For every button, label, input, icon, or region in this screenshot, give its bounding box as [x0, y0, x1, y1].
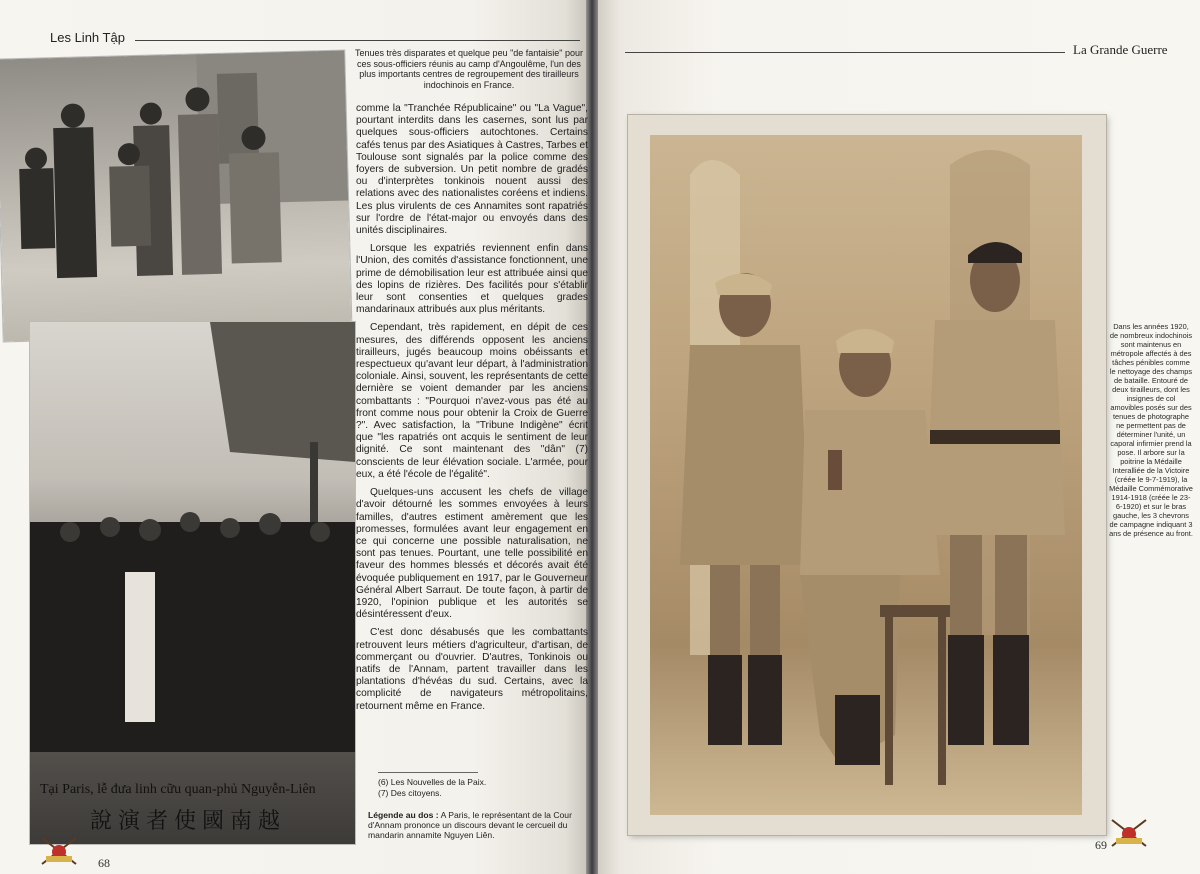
paragraph-1: comme la "Tranchée Républicaine" ou "La Vague", pourtant interdits dans les casernes, sont lus par quelques sous-officiers autochtones. Certains cafés tenus par des Asiatiques à Castres, Tarbes et Toulouse sont signalés par la police comme des foyers de subversion. Un petit nombre de gradés ou d'interprètes tonkinois nouent aussi des relations avec des nationalistes coréens et indiens. Les plus virulents de ces Annamites sont rapatriés sur l'ordre de l'état-major ou envoyés dans des unités disciplinaires.	[356, 103, 588, 237]
paragraph-2: Lorsque les expatriés reviennent enfin dans l'Union, des comités d'assistance fonctionnent, une prime de démobilisation leur est attribuée ainsi que des lopins de rizières. Des facilités pour s'établir leur sont consenties et quelques grades mandarinaux attribués aux plus méritants.	[356, 243, 588, 316]
side-caption: Dans les années 1920, de nombreux indochinois sont maintenus en métropole affectés à des tâches pénibles comme le nettoyage des champs de bataille. Entouré de deux tirailleurs, dont les insignes de col amovibles posés sur des tenues de photographe ne permettent pas de déterminer l'unité, un caporal infirmier prend la pose. Il arbore sur la poitrine la Médaille Interalliée de la Victoire (créée le 9-7-1919), la Médaille Commémorative 1914-1918 (créée le 23-6-1920) et sur le bras gauche, les 3 chevrons de campagne indiquant 3 ans de présence au front.	[1109, 322, 1193, 538]
crossed-flags-emblem-right	[1110, 818, 1148, 848]
footnote-6: (6) Les Nouvelles de la Paix.	[378, 777, 487, 787]
footnotes	[378, 777, 583, 798]
photo-legend	[368, 810, 588, 840]
page-number-left: 68	[98, 856, 110, 870]
photo-sous-officiers-art	[0, 50, 352, 341]
header-rule-left	[135, 40, 580, 41]
footnote-rule	[378, 772, 478, 773]
paragraph-3: Cependant, très rapidement, en dépit de ces mesures, des différends opposent les anciens tirailleurs, jugés beaucoup moins obéissants et respectueux qu'avant leur départ, à l'administration coloniale. Ainsi, souvent, les représentants de cette dernière se voient demander par les anciens combattants : "Pourquoi n'avez-vous pas été au front comme nous pour obtenir la Croix de Guerre ?". Avec satisfaction, la "Tribune Indigène" écrit que "les rapatriés ont acquis le sentiment de leur dignité. Ce sont maintenant des "dân" (7) conscients de leur élévation sociale. L'armée, pour eux, a été l'école de l'égalité".	[356, 322, 588, 480]
legend-label: Légende au dos :	[368, 810, 439, 820]
body-column	[356, 103, 588, 719]
photo-three-tirailleurs	[628, 115, 1106, 835]
photo-funeral-art	[30, 322, 355, 752]
page-number-right: 69	[1095, 838, 1107, 852]
photo-funeral-ceremony	[30, 322, 355, 844]
running-head-right: La Grande Guerre	[1073, 42, 1168, 57]
legend-text: A Paris, le représentant de la Cour d'Annam prononce un discours devant le cercueil du mandarin annamite Nguyen Liên.	[368, 810, 572, 840]
sepia-print	[650, 135, 1082, 815]
header-rule-right	[625, 52, 1065, 53]
crossed-flags-emblem-left	[40, 836, 78, 866]
photo2-caption: Tại Paris, lễ đưa linh cữu quan-phủ Nguyễn-Liên	[40, 782, 316, 797]
photo-sous-officiers	[0, 50, 352, 341]
footnote-7: (7) Des citoyens.	[378, 787, 442, 798]
paragraph-4: Quelques-uns accusent les chefs de village d'avoir détourné les sommes envoyées à leurs familles, d'autres estiment amèrement que les promesses, formulées avant leur engagement en ce qui concerne une possible naturalisation, ne sont pas tenues. Pourtant, une telle possibilité en faveur des hommes blessés et décorés avait été évoquée publiquement en 1917, par le Gouverneur Général Albert Sarraut. De toute façon, à partir de 1920, l'opinion publique et les autorités se désintéressent d'eux.	[356, 487, 588, 621]
running-head-left: Les Linh Tập	[50, 30, 125, 45]
photo2-chinese-text: 越南國使者演說	[90, 808, 287, 833]
three-soldiers-art	[650, 135, 1082, 815]
top-caption: Tenues très disparates et quelque peu "de fantaisie" pour ces sous-officiers réunis au camp d'Angoulême, l'un des plus importants centres de regroupement des tirailleurs indochinois en France.	[354, 48, 584, 90]
paragraph-5: C'est donc désabusés que les combattants retrouvent leurs métiers d'agriculteur, d'artisan, de commerçant ou d'ouvrier. D'autres, Tonkinois ou natifs de l'Annam, partent travailler dans les plantations d'hévéas du sud. Certains, avec la complicité de navigateurs métropolitains, retournent même en France.	[356, 627, 588, 712]
